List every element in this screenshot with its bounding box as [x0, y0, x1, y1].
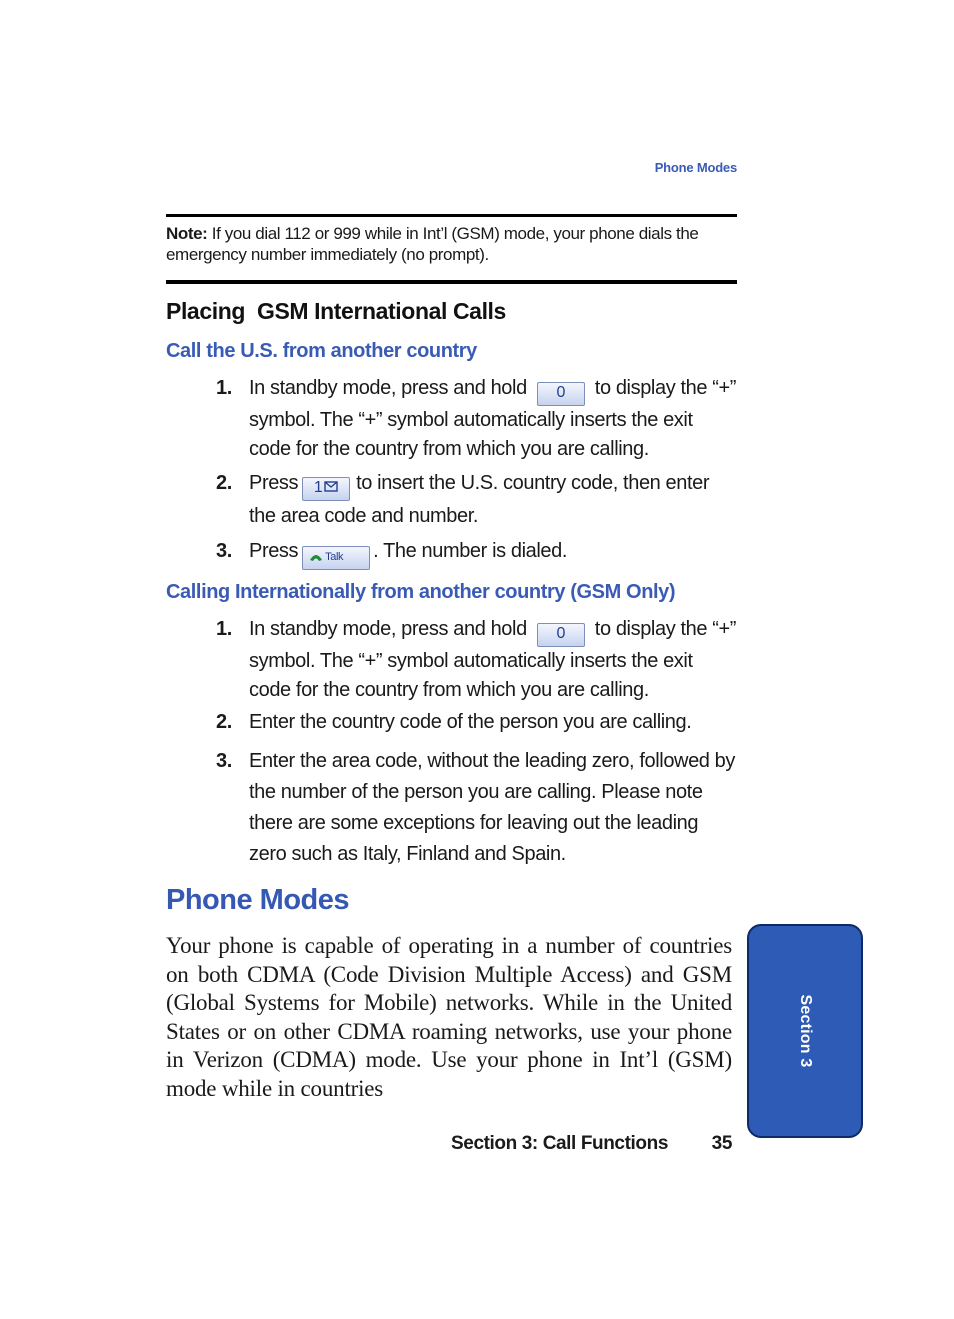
step-text-after: . The number is dialed.	[373, 540, 568, 562]
key-label: 0	[556, 625, 566, 642]
step-text	[249, 615, 739, 705]
key-label: 0	[556, 384, 566, 401]
step-text	[249, 374, 739, 464]
step-2-3	[216, 746, 746, 870]
talk-key	[302, 546, 370, 570]
subsection-title-2: Calling Internationally from another country (GSM Only)	[166, 581, 676, 603]
side-tab-label: Section 3	[797, 994, 814, 1068]
subsection-title-1: Call the U.S. from another country	[166, 340, 477, 362]
step-text-before: In standby mode, press and hold	[249, 377, 527, 399]
section-side-tab	[747, 924, 863, 1138]
footer-section: Section 3: Call Functions	[451, 1133, 668, 1154]
note-label: Note:	[166, 224, 208, 243]
step-text	[249, 537, 739, 570]
step-text: Enter the country code of the person you are calling.	[249, 711, 692, 733]
step-text-after: to insert the U.S. country code, then enter the area code and number.	[249, 472, 710, 527]
zero-key-icon	[537, 382, 585, 406]
step-1-1	[216, 374, 746, 464]
note-top-rule	[166, 214, 737, 217]
note-box	[166, 223, 737, 265]
step-number: 1.	[216, 377, 232, 399]
key-label: Talk	[325, 551, 344, 563]
step-number: 1.	[216, 618, 232, 640]
step-text-before: In standby mode, press and hold	[249, 618, 527, 640]
step-text-after: to display the “+” symbol. The “+” symbol automatically inserts the exit code for the country from which you are calling.	[249, 618, 737, 701]
step-text-after: to display the “+” symbol. The “+” symbol automatically inserts the exit code for the country from which you are calling.	[249, 377, 737, 460]
step-1-2	[216, 468, 746, 530]
step-number: 3.	[216, 750, 232, 772]
section-title: Placing GSM International Calls	[166, 298, 506, 324]
note-bottom-rule	[166, 280, 737, 284]
key-label: 1	[313, 479, 323, 496]
step-1-3	[216, 537, 746, 567]
step-number: 3.	[216, 540, 232, 562]
step-2-2	[216, 708, 746, 738]
page-number: 35	[711, 1133, 732, 1154]
step-number: 2.	[216, 711, 232, 733]
phone-modes-body: Your phone is capable of operating in a number of countries on both CDMA (Code Division Multiple Access) and GSM (Global Systems for Mobile) networks. While in the United States or on other CDMA roaming networks, use your phone in Verizon (CDMA) mode. Use your phone in Int’l (GSM) mode while in countries	[166, 933, 732, 1101]
step-text: Enter the area code, without the leading zero, followed by the number of the person you are calling. Please note there are some exceptions for leaving out the leading zero such as Italy, Finland and Spain.	[249, 750, 736, 865]
step-number: 2.	[216, 472, 232, 494]
step-text-before: Press	[249, 540, 299, 562]
voicemail-icon	[302, 477, 350, 501]
zero-key-icon	[537, 623, 585, 647]
phone-handset-icon	[309, 553, 323, 563]
step-2-1	[216, 615, 746, 705]
step-text-before: Press	[249, 472, 299, 494]
note-text: If you dial 112 or 999 while in Int’l (GSM) mode, your phone dials the emergency number immediately (no prompt).	[166, 224, 699, 264]
running-head: Phone Modes	[654, 160, 737, 175]
phone-modes-title: Phone Modes	[166, 884, 350, 916]
step-text	[249, 468, 739, 532]
